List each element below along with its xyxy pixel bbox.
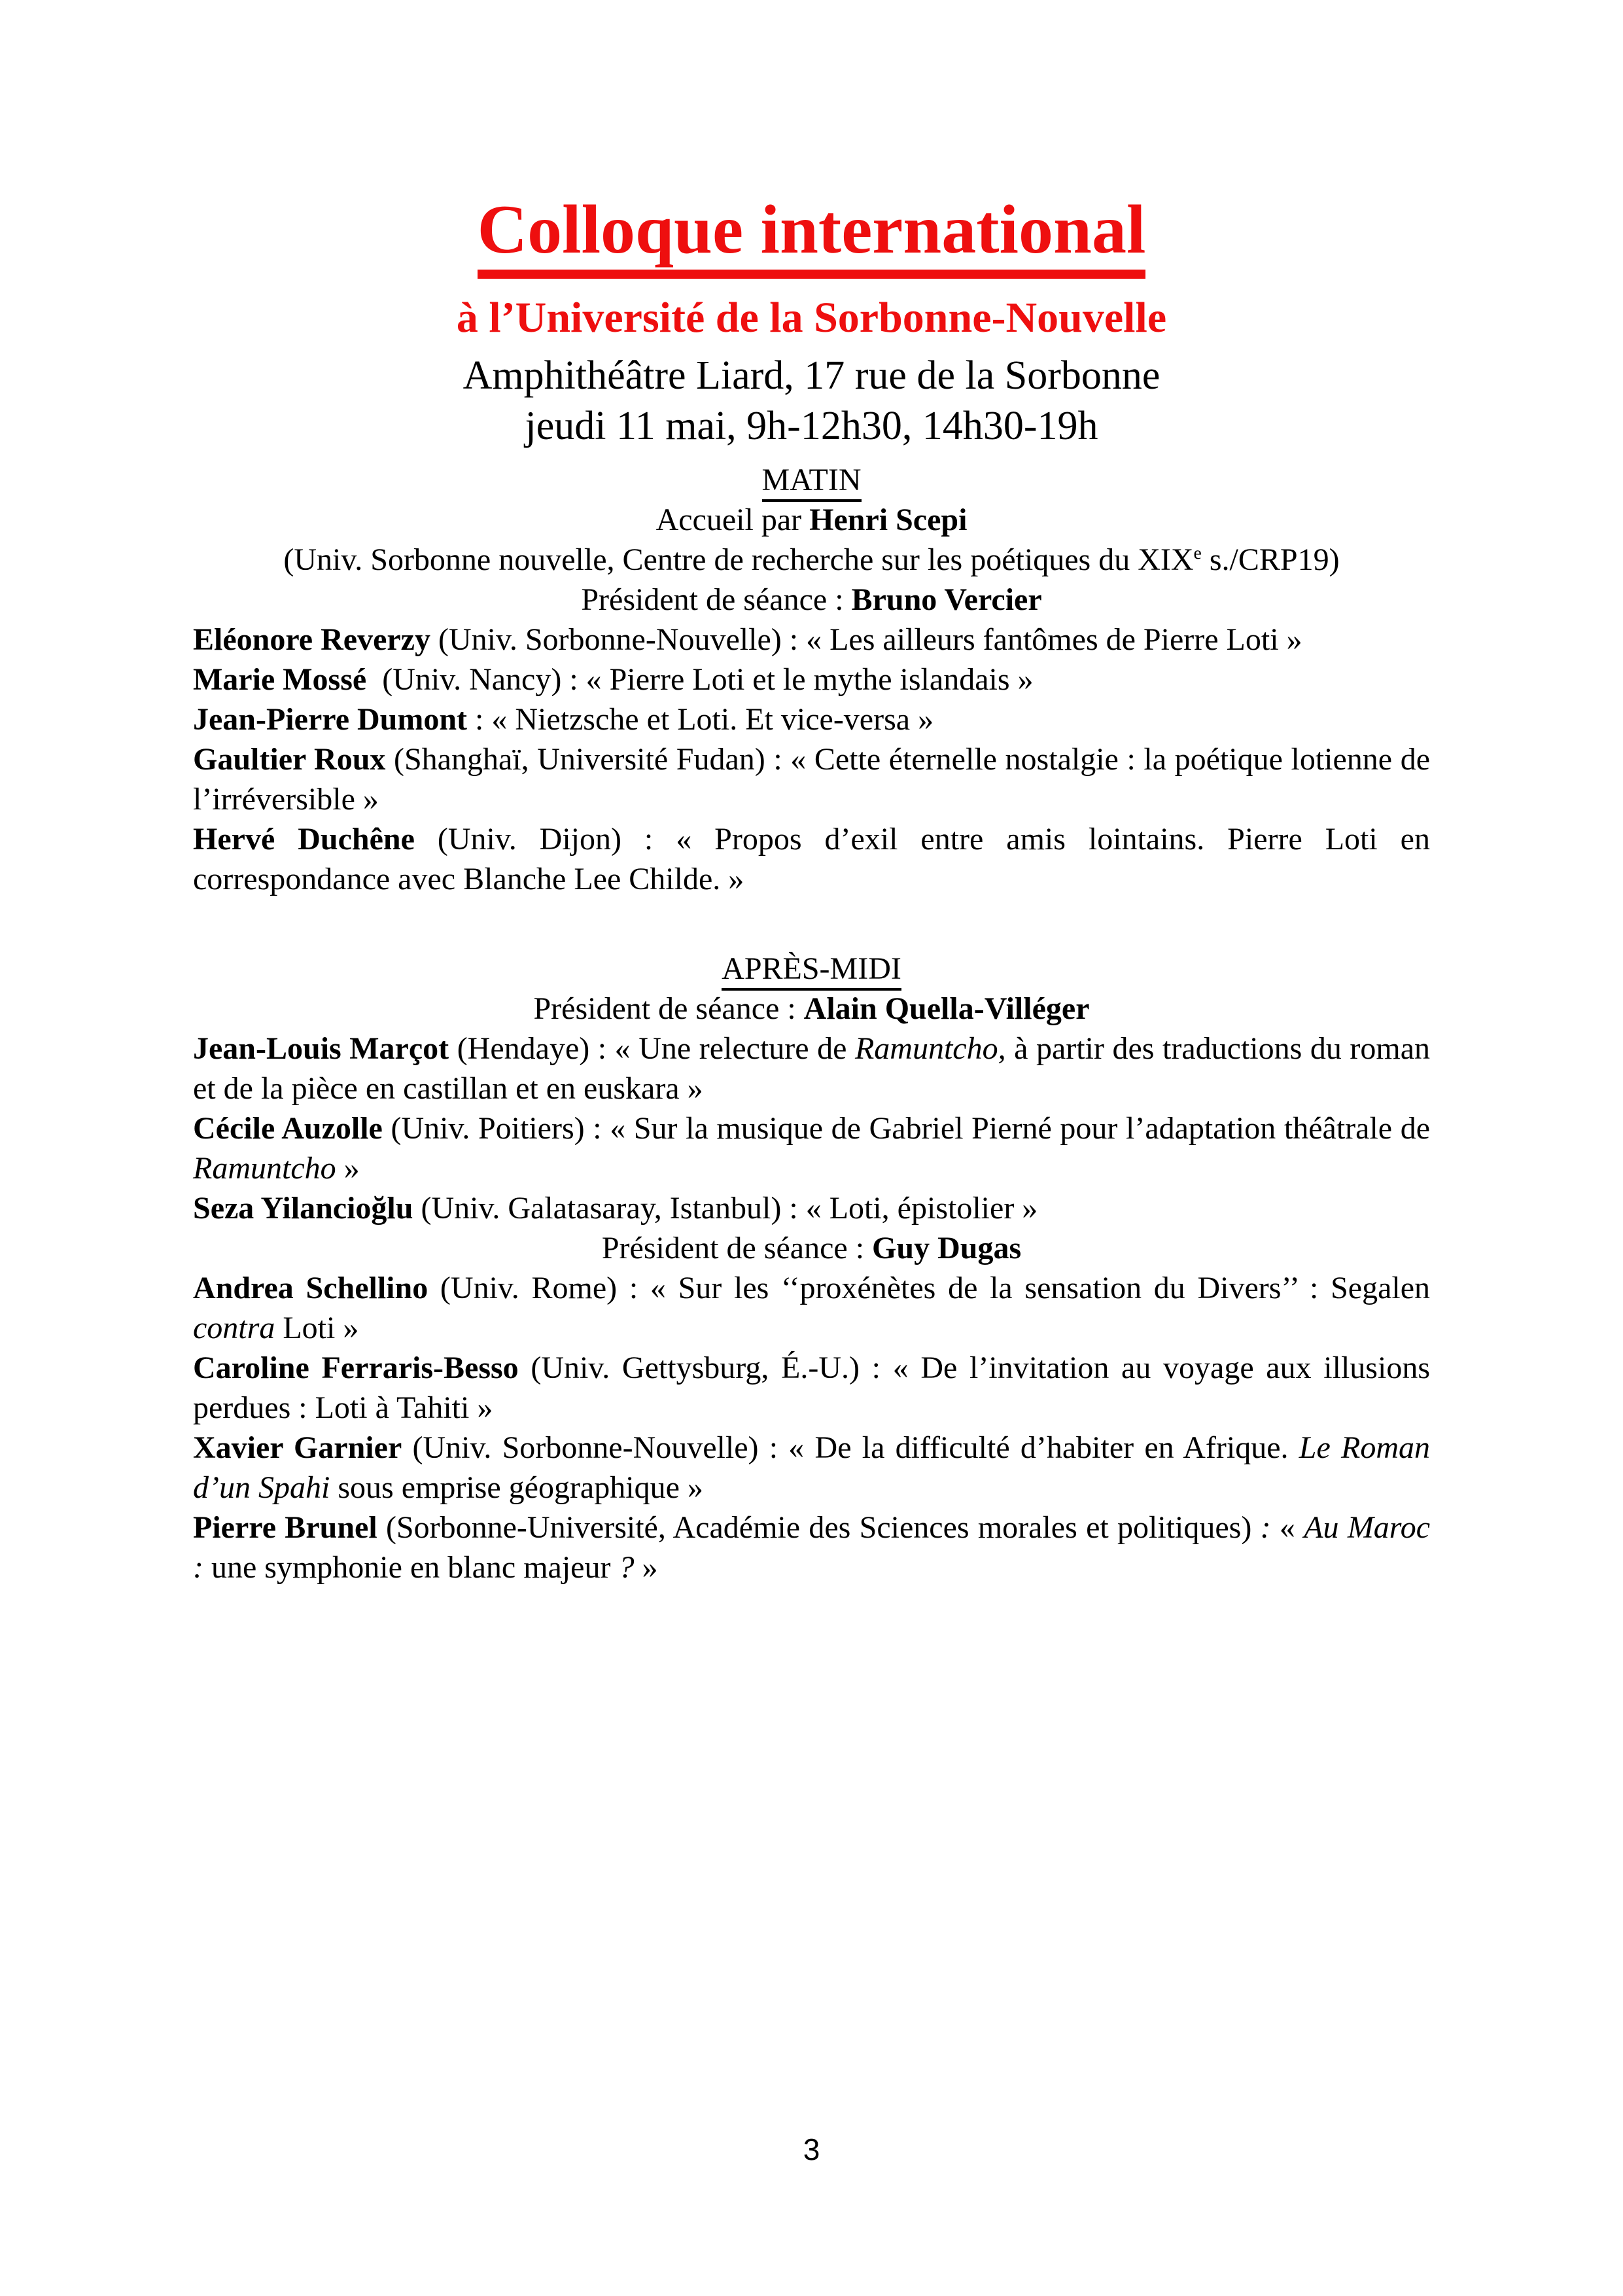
program-line	[193, 1428, 1430, 1508]
text-segment: Président de séance :	[581, 582, 852, 618]
program-line	[193, 1268, 1430, 1348]
text-segment: (Hendaye) : « Une relecture de	[449, 1031, 855, 1067]
text-segment: Cécile Auzolle	[193, 1111, 383, 1146]
text-segment: e	[1193, 543, 1202, 564]
program-line	[193, 500, 1430, 540]
text-segment: (Shanghaï, Université Fudan) : « Cette éternelle nostalgie : la poétique lotienne de l’irréversible »	[193, 742, 1430, 817]
program-line	[193, 660, 1430, 699]
text-segment: (Univ. Dijon) : « Propos d’exil entre amis lointains. Pierre Loti en correspondance avec Blanche Lee Childe. »	[193, 822, 1430, 897]
program-line	[193, 1108, 1430, 1188]
program-line	[193, 1029, 1430, 1108]
matin-paragraphs	[193, 500, 1430, 899]
document-footer	[0, 2132, 1623, 2168]
program-line	[193, 620, 1430, 660]
text-segment: une symphonie en blanc majeur	[203, 1550, 619, 1585]
document-header	[193, 0, 1430, 450]
text-segment: Jean-Pierre Dumont	[193, 702, 468, 737]
program-line	[193, 1228, 1430, 1268]
page-title	[193, 191, 1430, 279]
program-line	[193, 1188, 1430, 1228]
program-line	[193, 1348, 1430, 1428]
text-segment: Hervé Duchêne	[193, 822, 415, 857]
program-line	[193, 540, 1430, 580]
text-segment: Ramuntcho	[193, 1151, 336, 1186]
text-segment: Accueil par	[655, 503, 810, 538]
text-segment: Eléonore Reverzy	[193, 622, 430, 658]
section-apres-midi	[193, 949, 1430, 1587]
text-segment: Alain Quella-Villéger	[803, 991, 1090, 1027]
text-segment: »	[336, 1151, 360, 1186]
program-line	[193, 580, 1430, 620]
text-segment: (Univ. Rome) : « Sur les ‘‘proxénètes de la sensation du Divers’’ : Segalen	[428, 1271, 1431, 1306]
text-segment: (Univ. Poitiers) : « Sur la musique de Gabriel Pierné pour l’adaptation théâtrale de	[382, 1111, 1431, 1146]
section-matin	[193, 460, 1430, 899]
text-segment: : « Nietzsche et Loti. Et vice-versa »	[467, 702, 934, 737]
text-segment: Caroline Ferraris-Besso	[193, 1351, 519, 1386]
apres-midi-paragraphs	[193, 989, 1430, 1587]
text-segment: Gaultier Roux	[193, 742, 386, 777]
text-segment: à partir des traductions du roman et de la pièce en castillan et en euskara »	[193, 1031, 1431, 1106]
text-segment: Président de séance :	[601, 1231, 873, 1266]
text-segment: (Univ. Sorbonne nouvelle, Centre de recherche sur les poétiques du XIX	[283, 542, 1194, 578]
session-heading-matin	[193, 460, 1430, 500]
session-heading-matin-text: MATIN	[762, 463, 862, 502]
text-segment: s./CRP19)	[1201, 542, 1340, 578]
text-segment: ?	[618, 1550, 635, 1585]
text-segment: :	[1260, 1510, 1271, 1545]
program-line	[193, 819, 1430, 899]
text-segment: (Univ. Sorbonne-Nouvelle) : « Les ailleurs fantômes de Pierre Loti »	[430, 622, 1302, 658]
page-subtitle: à l’Université de la Sorbonne-Nouvelle	[456, 294, 1167, 342]
program-body	[193, 460, 1430, 1587]
session-heading-apres-midi	[193, 949, 1430, 989]
text-segment: Au Maroc :	[193, 1510, 1431, 1585]
page-number: 3	[803, 2132, 820, 2166]
program-line	[193, 739, 1430, 819]
text-segment: Président de séance :	[533, 991, 804, 1027]
text-segment: Henri Scepi	[809, 503, 968, 538]
text-segment: Xavier Garnier	[193, 1430, 402, 1466]
text-segment: sous emprise géographique »	[330, 1470, 703, 1506]
text-segment: (Univ. Sorbonne-Nouvelle) : « De la difficulté d’habiter en Afrique.	[402, 1430, 1299, 1466]
session-heading-apres-midi-text: APRÈS-MIDI	[722, 951, 901, 991]
text-segment: »	[634, 1550, 658, 1585]
text-segment: (Univ. Galatasaray, Istanbul) : « Loti, épistolier »	[413, 1191, 1038, 1226]
text-segment: contra	[193, 1311, 275, 1346]
text-segment: Marie Mossé	[193, 662, 367, 698]
page-title-text: Colloque international	[478, 195, 1146, 279]
text-segment: Jean-Louis Marçot	[193, 1031, 449, 1067]
text-segment: (Univ. Nancy) : « Pierre Loti et le mythe islandais »	[366, 662, 1034, 698]
schedule-line: jeudi 11 mai, 9h-12h30, 14h30-19h	[525, 403, 1098, 448]
text-segment: Loti »	[275, 1311, 359, 1346]
text-segment: Le Roman d’un Spahi	[193, 1430, 1430, 1506]
program-line	[193, 989, 1430, 1029]
text-segment: Pierre Brunel	[193, 1510, 377, 1545]
text-segment: Seza Yilancioğlu	[193, 1191, 413, 1226]
text-segment: Andrea Schellino	[193, 1271, 428, 1306]
text-segment: «	[1270, 1510, 1304, 1545]
program-line	[193, 699, 1430, 739]
text-segment: (Univ. Gettysburg, É.-U.) : « De l’invitation au voyage aux illusions perdues : Loti à Tahiti »	[193, 1351, 1430, 1426]
text-segment: Bruno Vercier	[851, 582, 1042, 618]
text-segment: Ramuntcho,	[854, 1031, 1006, 1067]
venue-line: Amphithéâtre Liard, 17 rue de la Sorbonne	[462, 353, 1161, 398]
program-line	[193, 1508, 1430, 1587]
text-segment: Guy Dugas	[872, 1231, 1022, 1266]
text-segment: (Sorbonne-Université, Académie des Sciences morales et politiques)	[377, 1510, 1261, 1545]
